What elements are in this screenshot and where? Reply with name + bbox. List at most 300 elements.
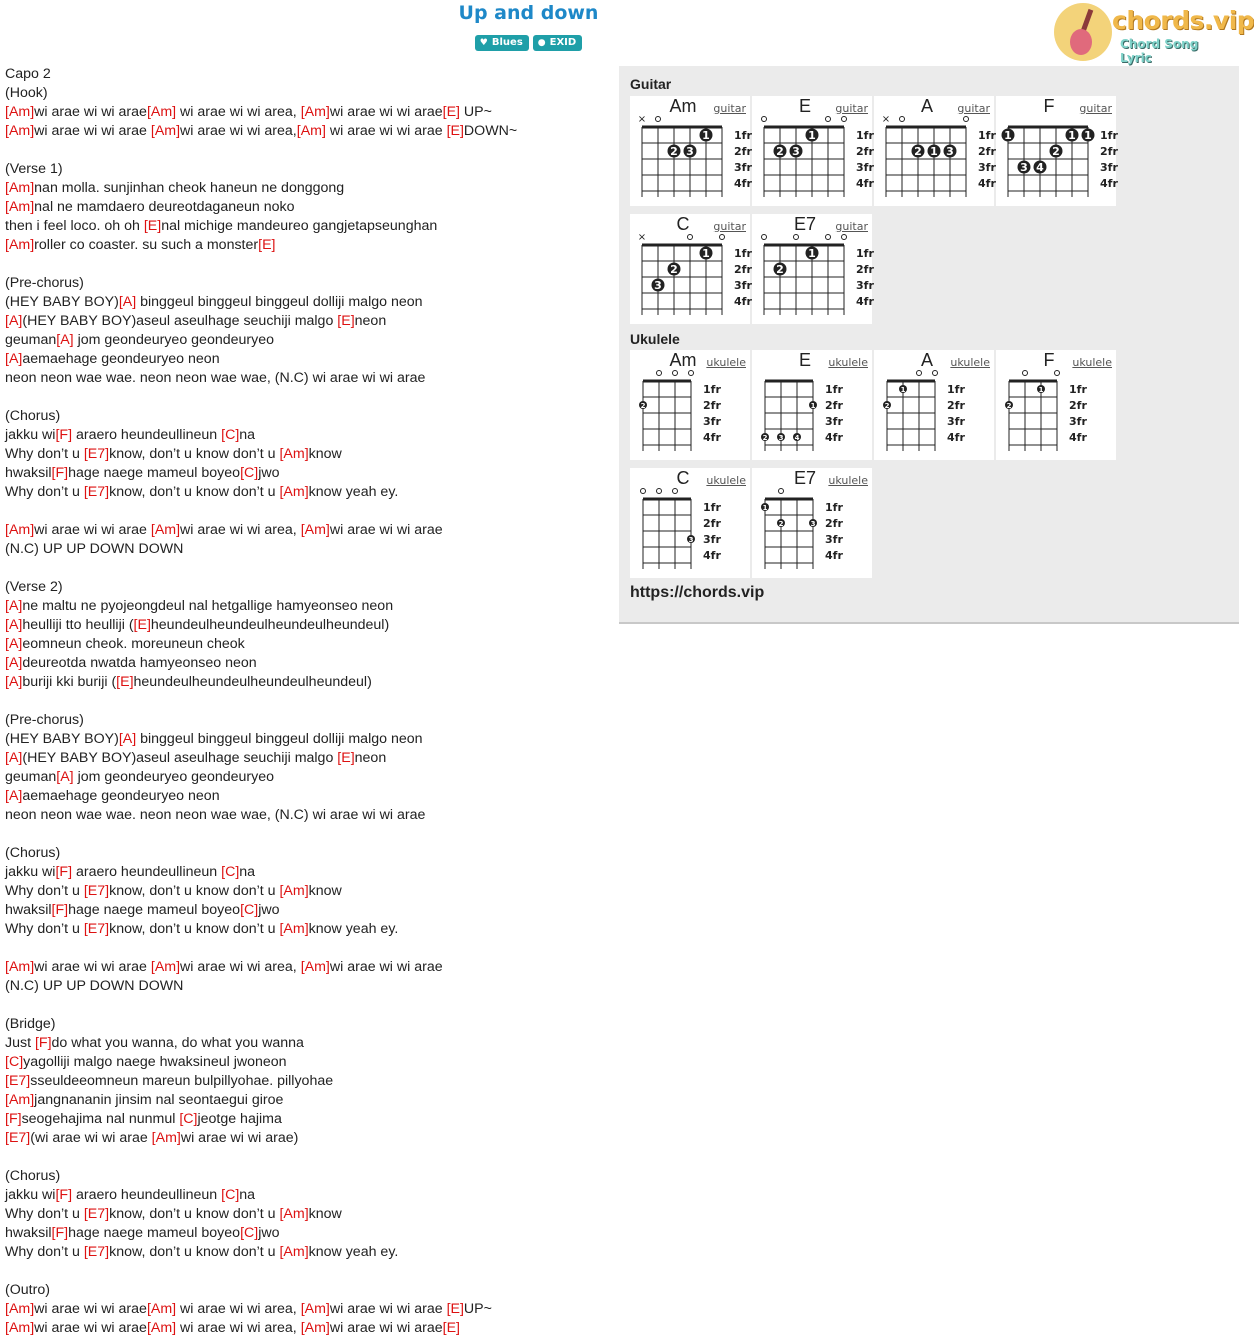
lyric-text: know (308, 446, 342, 462)
lyric-text: know, don’t u know don’t u (109, 1206, 280, 1222)
chord-link[interactable]: [Am] (150, 959, 181, 975)
chord-link[interactable]: [E] (133, 617, 151, 633)
lyric-line (5, 350, 605, 369)
chord-link[interactable]: [A] (5, 788, 23, 804)
site-logo[interactable] (1054, 3, 1254, 65)
chord-link[interactable]: [Am] (5, 104, 35, 120)
open-string-marker (762, 117, 767, 122)
lyric-text: araero heundeullineun (72, 864, 222, 880)
fret-label: 3fr (947, 415, 965, 428)
lyric-text: na (239, 864, 256, 880)
finger-number: 1 (930, 145, 938, 158)
chord-link[interactable]: [A] (56, 332, 74, 348)
lyric-text: (Pre-chorus) (5, 712, 84, 728)
lyric-text: sseuldeeomneun mareun bulpillyohae. pillyohae (30, 1073, 334, 1089)
lyric-line (5, 1034, 605, 1053)
chord-link[interactable]: [C] (240, 902, 259, 918)
fret-label: 3fr (1069, 415, 1087, 428)
finger-number: 2 (762, 434, 768, 442)
finger-number: 3 (1020, 161, 1028, 174)
lyric-line (5, 426, 605, 445)
guitar-link[interactable]: guitar (713, 220, 746, 233)
lyric-text: know yeah ey. (308, 1244, 399, 1260)
chord-link[interactable]: [Am] (5, 1320, 35, 1336)
chord-link[interactable]: [Am] (279, 484, 309, 500)
open-string-marker (842, 117, 847, 122)
lyric-text: (Chorus) (5, 408, 61, 424)
chord-link[interactable]: [F] (55, 1187, 73, 1203)
chord-link[interactable]: [Am] (150, 123, 181, 139)
lyric-line (5, 198, 605, 217)
chord-link[interactable]: [E] (337, 750, 355, 766)
lyric-text: wi arae wi wi arae (34, 1320, 147, 1336)
lyric-text: wi arae wi wi arae (34, 522, 151, 538)
finger-number: 1 (900, 386, 906, 394)
finger-number: 1 (808, 129, 816, 142)
fret-label: 1fr (1100, 129, 1118, 142)
lyric-line (5, 768, 605, 787)
chord-link[interactable]: [F] (55, 864, 73, 880)
chord-link[interactable]: [A] (5, 674, 23, 690)
open-string-marker (657, 489, 662, 494)
fret-label: 1fr (1069, 383, 1087, 396)
lyric-text: binggeul binggeul binggeul dolliji malgo neon (136, 731, 423, 747)
lyric-line (5, 711, 605, 730)
chord-link[interactable]: [Am] (300, 1301, 330, 1317)
fret-label: 4fr (978, 177, 996, 190)
open-string-marker (720, 235, 725, 240)
lyric-text: Why don’t u (5, 1244, 84, 1260)
chord-link[interactable]: [Am] (300, 522, 330, 538)
lyric-text: eomneun cheok. moreuneun cheok (22, 636, 245, 652)
lyric-line (5, 692, 605, 711)
lyric-text: yagolliji malgo naege hwaksineul jwoneon (23, 1054, 287, 1070)
lyric-text: neon neon wae wae. neon neon wae wae, (N.C) wi arae wi wi arae (5, 370, 426, 386)
lyric-text: (Verse 2) (5, 579, 63, 595)
lyric-line (5, 540, 605, 559)
lyric-text: buriji kki buriji ( (22, 674, 117, 690)
chord-link[interactable]: [E7] (83, 446, 110, 462)
chord-link[interactable]: [E7] (83, 921, 110, 937)
fret-label: 3fr (856, 279, 874, 292)
fret-label: 4fr (1069, 431, 1087, 444)
lyric-text: (Outro) (5, 1282, 50, 1298)
open-string-marker (673, 489, 678, 494)
chord-link[interactable]: [Am] (146, 104, 177, 120)
chord-link[interactable]: [A] (118, 294, 137, 310)
finger-number: 3 (946, 145, 954, 158)
chord-link[interactable]: [F] (51, 1225, 69, 1241)
lyric-line (5, 464, 605, 483)
fret-label: 2fr (856, 263, 874, 276)
lyric-line (5, 1167, 605, 1186)
chord-link[interactable]: [A] (5, 617, 23, 633)
open-string-marker (794, 235, 799, 240)
chord-link[interactable]: [C] (221, 864, 240, 880)
open-string-marker (779, 489, 784, 494)
chord-link[interactable]: [Am] (279, 921, 309, 937)
lyric-line (5, 673, 605, 692)
lyric-text: (Chorus) (5, 845, 61, 861)
chord-link[interactable]: [E7] (83, 1244, 110, 1260)
lyric-line (5, 1148, 605, 1167)
chord-link[interactable]: [Am] (146, 1320, 177, 1336)
chord-link[interactable]: [E7] (5, 1073, 31, 1089)
lyric-text: wi arae wi wi area, (176, 104, 301, 120)
lyric-text: wi arae wi wi arae (329, 1301, 447, 1317)
lyric-line (5, 1319, 605, 1338)
guitar-chord-e7[interactable] (752, 214, 872, 324)
chord-link[interactable]: [Am] (5, 1301, 35, 1317)
finger-number: 1 (702, 247, 710, 260)
chord-link[interactable]: [C] (221, 1187, 240, 1203)
lyric-line (5, 901, 605, 920)
finger-number: 1 (808, 247, 816, 260)
chord-link[interactable]: [E] (143, 218, 162, 234)
lyric-line (5, 730, 605, 749)
chord-link[interactable]: [A] (5, 313, 23, 329)
fret-label: 4fr (703, 431, 721, 444)
tag-artist[interactable] (533, 35, 582, 51)
lyric-text: wi arae wi wi area, (176, 1320, 301, 1336)
fret-label: 1fr (734, 247, 752, 260)
chord-link[interactable]: [Am] (5, 123, 35, 139)
lyric-text: neon (354, 313, 387, 329)
lyric-line (5, 217, 605, 236)
fret-label: 2fr (703, 517, 721, 530)
ukulele-chord-e7[interactable] (752, 468, 872, 578)
ukulele-chord-am[interactable] (630, 350, 750, 460)
lyric-text: wi arae wi wi arae (34, 1301, 147, 1317)
chord-link[interactable]: [Am] (5, 1092, 35, 1108)
chord-link[interactable]: [E] (446, 1301, 464, 1317)
open-string-marker (964, 117, 969, 122)
guitar-chord-a[interactable] (874, 96, 994, 206)
fret-label: 2fr (734, 145, 752, 158)
chord-link[interactable]: [F] (51, 902, 69, 918)
chord-link[interactable]: [E] (446, 123, 464, 139)
chord-link[interactable]: [A] (5, 598, 23, 614)
lyric-text: hage naege mameul boyeo (68, 902, 241, 918)
chord-link[interactable]: [Am] (279, 883, 309, 899)
lyric-text: hwaksil (5, 1225, 52, 1241)
chord-link[interactable]: [Am] (300, 104, 330, 120)
chord-link[interactable]: [F] (55, 427, 73, 443)
lyric-line (5, 654, 605, 673)
chord-link[interactable]: [Am] (5, 959, 35, 975)
finger-number: 4 (794, 434, 800, 442)
ukulele-chord-c[interactable] (630, 468, 750, 578)
lyric-line (5, 1205, 605, 1224)
open-string-marker (689, 371, 694, 376)
ukulele-link[interactable]: ukulele (828, 474, 868, 487)
chord-name: E (798, 96, 811, 116)
open-string-marker (917, 371, 922, 376)
lyric-line (5, 1110, 605, 1129)
chord-name: E7 (793, 468, 817, 488)
finger-number: 1 (1038, 386, 1044, 394)
chord-name: Am (669, 350, 697, 370)
lyric-text: aemaehage geondeuryeo neon (22, 788, 220, 804)
finger-number: 1 (1004, 129, 1012, 142)
chord-link[interactable]: [E7] (83, 1206, 110, 1222)
lyric-line (5, 1129, 605, 1148)
chord-link[interactable]: [A] (5, 655, 23, 671)
chord-link[interactable]: [Am] (151, 1130, 181, 1146)
chord-name: C (676, 468, 690, 488)
chord-name: Am (669, 96, 697, 116)
fret-label: 1fr (947, 383, 965, 396)
lyric-text: jwo (258, 902, 280, 918)
chord-link[interactable]: [Am] (300, 959, 330, 975)
lyric-text: (Chorus) (5, 1168, 61, 1184)
guitar-section-title: Guitar (630, 76, 672, 92)
muted-string-marker: × (637, 114, 647, 125)
guitar-link[interactable]: guitar (713, 102, 746, 115)
lyric-line (5, 616, 605, 635)
lyric-line (5, 635, 605, 654)
lyric-text: (Bridge) (5, 1016, 56, 1032)
chord-name: F (1043, 96, 1055, 116)
lyric-text: (wi arae wi wi arae (30, 1130, 152, 1146)
lyric-line (5, 293, 605, 312)
lyric-text: nal ne mamdaero deureotdaganeun noko (34, 199, 295, 215)
chord-link[interactable]: [Am] (5, 199, 35, 215)
lyric-text: wi arae wi wi area, (176, 1301, 301, 1317)
open-string-marker (933, 371, 938, 376)
lyric-text: araero heundeullineun (72, 427, 222, 443)
fret-label: 4fr (703, 549, 721, 562)
fret-label: 4fr (825, 431, 843, 444)
ukulele-link[interactable]: ukulele (706, 474, 746, 487)
logo-text: chords.vip (1112, 6, 1254, 35)
lyric-text: (N.C) UP UP DOWN DOWN (5, 978, 184, 994)
lyric-line (5, 331, 605, 350)
chord-link[interactable]: [A] (5, 750, 23, 766)
chord-link[interactable]: [Am] (279, 1206, 309, 1222)
chord-panel (619, 66, 1239, 624)
open-string-marker (673, 371, 678, 376)
lyric-text: heulliji tto heulliji ( (22, 617, 134, 633)
lyric-text: hage naege mameul boyeo (68, 465, 241, 481)
finger-number: 4 (1036, 161, 1044, 174)
open-string-marker (656, 117, 661, 122)
lyric-text: hage naege mameul boyeo (68, 1225, 241, 1241)
chord-link[interactable]: [E] (258, 237, 276, 253)
lyric-text: na (239, 427, 256, 443)
lyric-line (5, 179, 605, 198)
finger-number: 2 (640, 402, 646, 410)
lyric-text: (HEY BABY BOY)aseul aseulhage seuchiji malgo (22, 313, 338, 329)
lyric-line (5, 1281, 605, 1300)
lyric-text: araero heundeullineun (72, 1187, 222, 1203)
chord-link[interactable]: [A] (5, 636, 23, 652)
lyric-text: know, don’t u know don’t u (109, 484, 280, 500)
guitar-chord-am[interactable] (630, 96, 750, 206)
lyric-line (5, 521, 605, 540)
chord-link[interactable]: [A] (5, 351, 23, 367)
chord-link[interactable]: [F] (5, 1111, 22, 1127)
fret-label: 2fr (1100, 145, 1118, 158)
chord-link[interactable]: [Am] (5, 180, 35, 196)
chord-name: A (920, 96, 933, 116)
chord-link[interactable]: [C] (5, 1054, 24, 1070)
fret-label: 3fr (703, 533, 721, 546)
guitar-chord-c[interactable] (630, 214, 750, 324)
fret-label: 4fr (825, 549, 843, 562)
chord-link[interactable]: [Am] (279, 446, 309, 462)
tag-genre[interactable] (475, 35, 529, 51)
lyric-text: jakku wi (5, 864, 56, 880)
finger-number: 3 (778, 434, 784, 442)
lyric-text: wi arae wi wi arae (329, 104, 443, 120)
lyric-line (5, 825, 605, 844)
lyric-text: jakku wi (5, 427, 56, 443)
lyric-line (5, 122, 605, 141)
ukulele-chord-e[interactable] (752, 350, 872, 460)
fret-label: 4fr (1100, 177, 1118, 190)
lyric-text: wi arae wi wi arae (34, 104, 147, 120)
lyric-text: geuman (5, 332, 57, 348)
heart-pulse-icon: ♥ (479, 38, 488, 48)
fret-label: 2fr (978, 145, 996, 158)
lyric-line (5, 882, 605, 901)
guitar-link[interactable]: guitar (957, 102, 990, 115)
ukulele-chord-a[interactable] (874, 350, 994, 460)
chord-name: E (798, 350, 811, 370)
ukulele-link[interactable]: ukulele (950, 356, 990, 369)
fret-label: 1fr (825, 383, 843, 396)
site-url[interactable]: https://chords.vip (630, 584, 765, 601)
chord-link[interactable]: [E7] (83, 883, 110, 899)
lyric-line (5, 806, 605, 825)
lyric-line (5, 1262, 605, 1281)
lyric-text: binggeul binggeul binggeul dolliji malgo neon (136, 294, 423, 310)
lyric-line (5, 1091, 605, 1110)
lyric-line (5, 787, 605, 806)
guitar-body-icon (1070, 29, 1092, 55)
chord-link[interactable]: [A] (118, 731, 137, 747)
finger-number: 1 (810, 402, 816, 410)
chord-link[interactable]: [Am] (5, 522, 35, 538)
lyric-text: jangnananin jinsim nal seontaegui giroe (34, 1092, 284, 1108)
finger-number: 2 (914, 145, 922, 158)
lyric-line (5, 255, 605, 274)
lyric-line (5, 578, 605, 597)
chord-link[interactable]: [Am] (279, 1244, 309, 1260)
guitar-chord-f[interactable] (996, 96, 1116, 206)
ukulele-link[interactable]: ukulele (828, 356, 868, 369)
chord-link[interactable]: [Am] (146, 1301, 177, 1317)
finger-number: 2 (778, 520, 784, 528)
open-string-marker (641, 489, 646, 494)
guitar-link[interactable]: guitar (835, 102, 868, 115)
lyric-line (5, 65, 605, 84)
ukulele-chord-f[interactable] (996, 350, 1116, 460)
chord-link[interactable]: [Am] (300, 1320, 330, 1336)
fret-label: 2fr (734, 263, 752, 276)
lyric-line (5, 236, 605, 255)
fret-label: 2fr (703, 399, 721, 412)
chord-link[interactable]: [Am] (5, 237, 35, 253)
lyric-text: wi arae wi wi arae (34, 123, 151, 139)
guitar-link[interactable]: guitar (1079, 102, 1112, 115)
chord-name: F (1043, 350, 1055, 370)
finger-number: 3 (686, 145, 694, 158)
lyric-text: wi arae wi wi arae (329, 522, 443, 538)
lyric-text: Why don’t u (5, 484, 84, 500)
lyric-text: know, don’t u know don’t u (109, 921, 280, 937)
lyric-text: know (308, 1206, 342, 1222)
ukulele-section-title: Ukulele (630, 331, 680, 347)
chord-link[interactable]: [E] (337, 313, 355, 329)
chord-link[interactable]: [F] (51, 465, 69, 481)
lyric-text: know yeah ey. (308, 921, 399, 937)
fret-label: 3fr (856, 161, 874, 174)
lyric-text: deureotda nwatda hamyeonseo neon (22, 655, 257, 671)
lyric-line (5, 977, 605, 996)
chord-link[interactable]: [C] (179, 1111, 198, 1127)
finger-number: 1 (1084, 129, 1092, 142)
guitar-link[interactable]: guitar (835, 220, 868, 233)
chord-link[interactable]: [C] (240, 465, 259, 481)
lyric-text: (HEY BABY BOY)aseul aseulhage seuchiji malgo (22, 750, 338, 766)
finger-number: 3 (688, 536, 694, 544)
muted-string-marker: × (881, 114, 891, 125)
chord-link[interactable]: [C] (221, 427, 240, 443)
ukulele-link[interactable]: ukulele (1072, 356, 1112, 369)
lyric-text: (Pre-chorus) (5, 275, 84, 291)
fret-label: 1fr (856, 247, 874, 260)
lyric-text: wi arae wi wi area, (180, 522, 301, 538)
open-string-marker (842, 235, 847, 240)
lyric-line (5, 312, 605, 331)
lyric-line (5, 1224, 605, 1243)
lyric-line (5, 1072, 605, 1091)
chord-link[interactable]: [C] (240, 1225, 259, 1241)
lyric-text: wi arae wi wi arae (329, 1320, 443, 1336)
tag-label: EXID (549, 37, 577, 48)
song-title: Up and down (458, 2, 599, 24)
lyric-line (5, 1053, 605, 1072)
lyric-line (5, 483, 605, 502)
lyric-line (5, 84, 605, 103)
lyric-line (5, 863, 605, 882)
chord-link[interactable]: [E7] (83, 484, 110, 500)
fret-label: 1fr (856, 129, 874, 142)
lyrics-block (5, 65, 605, 1338)
chord-link[interactable]: [E] (442, 104, 460, 120)
lyric-text: wi arae wi wi arae (325, 123, 447, 139)
ukulele-link[interactable]: ukulele (706, 356, 746, 369)
chord-link[interactable]: [A] (56, 769, 74, 785)
fret-label: 3fr (1100, 161, 1118, 174)
chord-link[interactable]: [Am] (150, 522, 181, 538)
lyric-text: jom geondeuryeo geondeuryeo (73, 769, 274, 785)
lyric-text: seogehajima nal nunmul (21, 1111, 180, 1127)
lyric-line (5, 749, 605, 768)
lyric-text: hwaksil (5, 902, 52, 918)
lyric-text: jwo (258, 1225, 280, 1241)
guitar-chord-e[interactable] (752, 96, 872, 206)
chord-link[interactable]: [E7] (5, 1130, 31, 1146)
finger-number: 1 (1068, 129, 1076, 142)
chord-link[interactable]: [Am] (296, 123, 326, 139)
chord-link[interactable]: [F] (34, 1035, 52, 1051)
chord-link[interactable]: [E] (442, 1320, 460, 1336)
fret-label: 2fr (825, 517, 843, 530)
chord-link[interactable]: [E] (116, 674, 134, 690)
